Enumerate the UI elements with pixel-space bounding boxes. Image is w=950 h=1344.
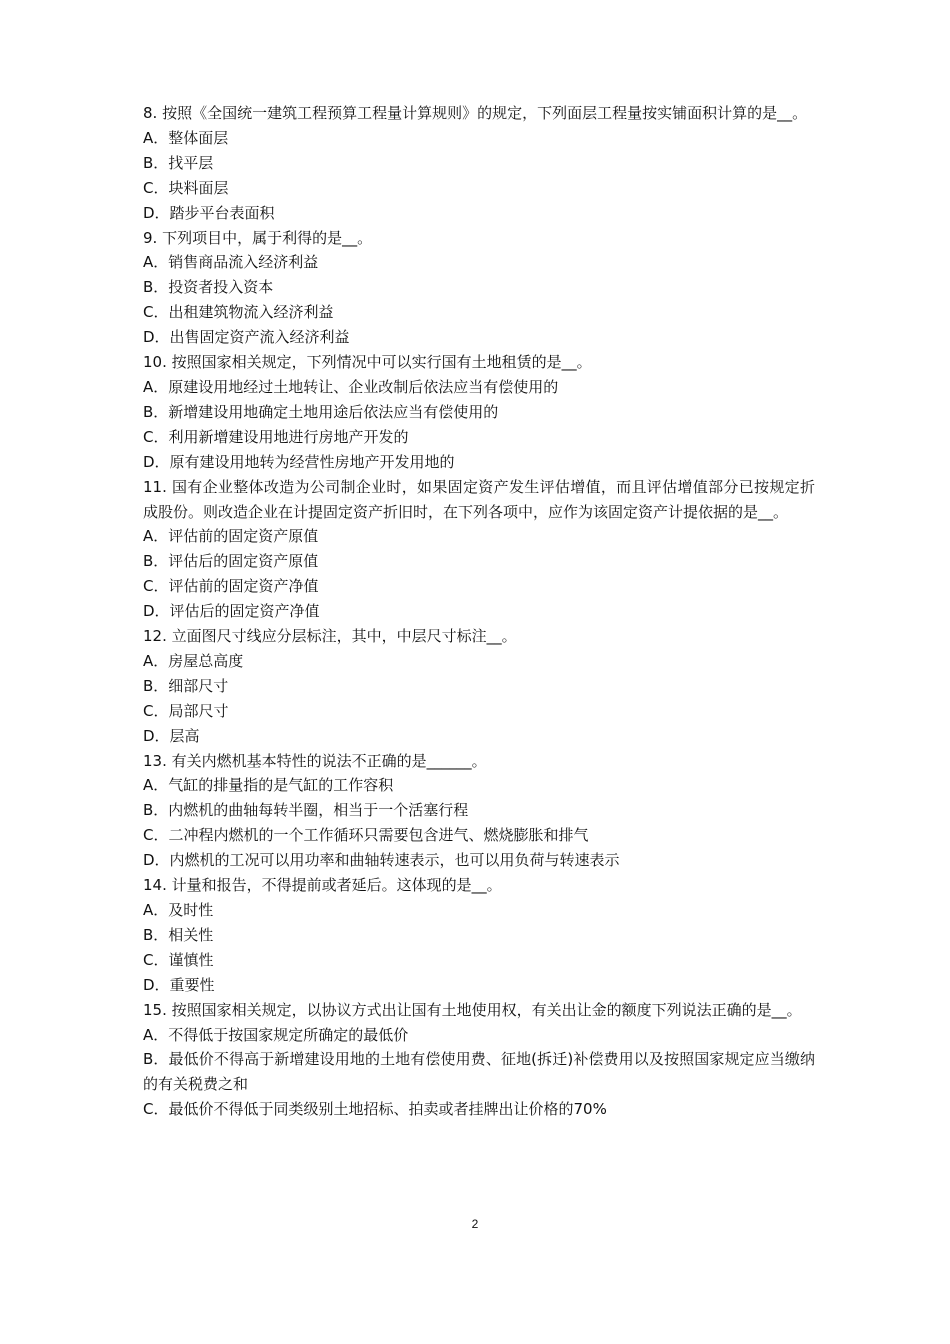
question-stem: 13. 有关内燃机基本特性的说法不正确的是______。 — [143, 751, 487, 770]
option-a: A．不得低于按国家规定所确定的最低价 — [143, 1025, 409, 1044]
option-a: A．原建设用地经过土地转让、企业改制后依法应当有偿使用的 — [143, 377, 559, 396]
question-stem: 15. 按照国家相关规定，以协议方式出让国有土地使用权，有关出让金的额度下列说法正确的是__。 — [143, 1000, 802, 1019]
question-12 — [143, 624, 815, 749]
option-a: A．及时性 — [143, 901, 214, 919]
question-9 — [143, 226, 815, 351]
option-b: B．细部尺寸 — [143, 676, 229, 695]
question-stem: 11. 国有企业整体改造为公司制企业时，如果固定资产发生评估增值，而且评估增值部分已按规定折成股份。则改造企业在计提固定资产折旧时，在下列各项中，应作为该固定资产计提依据的是__。 — [143, 477, 815, 521]
question-14 — [143, 873, 815, 998]
question-stem: 8. 按照《全国统一建筑工程预算工程量计算规则》的规定，下列面层工程量按实铺面积计算的是__。 — [143, 104, 808, 122]
question-8 — [143, 101, 815, 226]
option-b: B．找平层 — [143, 153, 214, 172]
option-a: A．房屋总高度 — [143, 651, 244, 670]
option-c: C．谨慎性 — [143, 950, 214, 969]
question-15 — [143, 998, 815, 1123]
option-b: B．相关性 — [143, 925, 214, 944]
option-d: D．内燃机的工况可以用功率和曲轴转速表示，也可以用负荷与转速表示 — [143, 851, 620, 870]
option-b: B．新增建设用地确定土地用途后依法应当有偿使用的 — [143, 402, 499, 421]
option-c: C．出租建筑物流入经济利益 — [143, 303, 334, 322]
question-stem: 12. 立面图尺寸线应分层标注，其中，中层尺寸标注__。 — [143, 627, 517, 646]
page-number: 2 — [471, 1217, 479, 1231]
option-c: C．最低价不得低于同类级别土地招标、拍卖或者挂牌出让价格的70% — [143, 1100, 607, 1119]
option-a: A．整体面层 — [143, 128, 229, 147]
option-d: D．层高 — [143, 726, 200, 745]
question-13 — [143, 749, 815, 874]
option-c: C．评估前的固定资产净值 — [143, 577, 319, 596]
option-b: B．最低价不得高于新增建设用地的土地有偿使用费、征地(拆迁)补偿费用以及按照国家规定应当缴纳的有关税费之和 — [143, 1050, 815, 1094]
question-stem: 9. 下列项目中，属于利得的是__。 — [143, 228, 373, 247]
option-d: D．踏步平台表面积 — [143, 203, 275, 222]
option-c: C．局部尺寸 — [143, 701, 229, 720]
option-d: D．重要性 — [143, 975, 215, 994]
question-list — [143, 101, 815, 1122]
option-b: B．内燃机的曲轴每转半圈，相当于一个活塞行程 — [143, 801, 469, 820]
question-stem: 14. 计量和报告，不得提前或者延后。这体现的是__。 — [143, 876, 502, 895]
option-c: C．利用新增建设用地进行房地产开发的 — [143, 427, 409, 446]
option-a: A．气缸的排量指的是气缸的工作容积 — [143, 776, 394, 795]
option-d: D．出售固定资产流入经济利益 — [143, 328, 350, 347]
option-c: C．块料面层 — [143, 178, 229, 197]
option-d: D．原有建设用地转为经营性房地产开发用地的 — [143, 452, 455, 471]
option-c: C．二冲程内燃机的一个工作循环只需要包含进气、燃烧膨胀和排气 — [143, 826, 589, 845]
question-stem: 10. 按照国家相关规定，下列情况中可以实行国有土地租赁的是__。 — [143, 353, 592, 372]
option-a: A．评估前的固定资产原值 — [143, 527, 319, 546]
question-11 — [143, 475, 815, 624]
option-b: B．投资者投入资本 — [143, 278, 274, 297]
question-10 — [143, 350, 815, 475]
option-a: A．销售商品流入经济利益 — [143, 253, 319, 272]
option-b: B．评估后的固定资产原值 — [143, 552, 319, 571]
option-d: D．评估后的固定资产净值 — [143, 602, 320, 621]
